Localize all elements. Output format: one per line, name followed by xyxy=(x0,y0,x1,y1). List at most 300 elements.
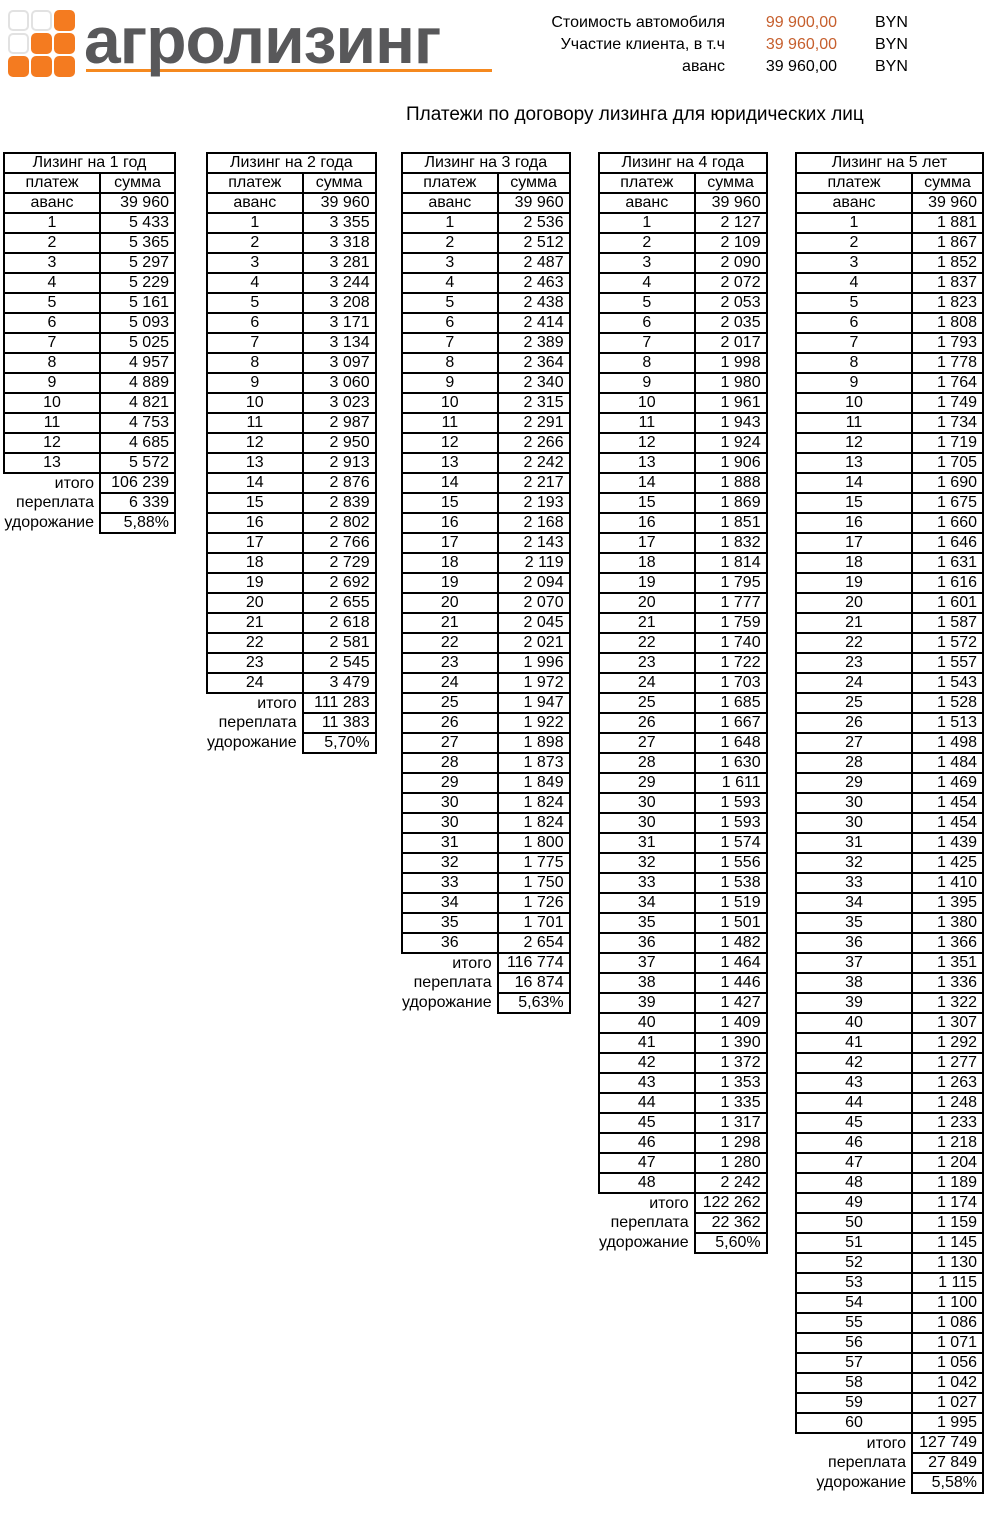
payment-amount: 1 174 xyxy=(912,1193,983,1213)
payment-amount: 1 204 xyxy=(912,1153,983,1173)
payment-number: 9 xyxy=(4,373,100,393)
payment-amount: 1 873 xyxy=(498,753,570,773)
payment-amount: 1 995 xyxy=(912,1413,983,1433)
payment-row xyxy=(599,1173,767,1193)
payment-row xyxy=(207,513,376,533)
payment-number: 11 xyxy=(599,413,695,433)
payment-amount: 1 130 xyxy=(912,1253,983,1273)
payment-amount: 1 734 xyxy=(912,413,983,433)
payment-amount: 1 881 xyxy=(912,213,983,233)
payment-row xyxy=(796,793,983,813)
payment-row xyxy=(402,593,570,613)
payment-amount: 1 998 xyxy=(695,353,767,373)
info-row-client-part xyxy=(475,34,947,56)
payment-row xyxy=(402,613,570,633)
payment-amount: 1 335 xyxy=(695,1093,767,1113)
payment-row xyxy=(402,873,570,893)
payment-amount: 3 244 xyxy=(303,273,376,293)
currency-label: BYN xyxy=(875,58,908,75)
payment-amount: 1 322 xyxy=(912,993,983,1013)
payment-row xyxy=(207,273,376,293)
payment-number: 22 xyxy=(207,633,303,653)
payment-amount: 1 280 xyxy=(695,1153,767,1173)
payment-number: 55 xyxy=(796,1313,912,1333)
payment-amount: 2 053 xyxy=(695,293,767,313)
payment-amount: 2 987 xyxy=(303,413,376,433)
payment-number: 4 xyxy=(4,273,100,293)
summary-label: переплата xyxy=(828,1454,906,1471)
payment-row xyxy=(796,813,983,833)
logo-square xyxy=(8,33,29,54)
payment-number: 38 xyxy=(796,973,912,993)
payment-row xyxy=(599,213,767,233)
payment-row xyxy=(402,793,570,813)
info-label: Стоимость автомобиля xyxy=(551,14,725,31)
payment-row xyxy=(207,213,376,233)
payment-number: 31 xyxy=(796,833,912,853)
info-label: Участие клиента, в т.ч xyxy=(560,36,725,53)
payment-number: 13 xyxy=(402,453,498,473)
payment-amount: 4 957 xyxy=(100,353,175,373)
payment-number: 22 xyxy=(402,633,498,653)
payment-number: 40 xyxy=(796,1013,912,1033)
payment-row xyxy=(796,233,983,253)
payment-number: 19 xyxy=(207,573,303,593)
summary-label: удорожание xyxy=(599,1234,689,1251)
payment-row xyxy=(599,573,767,593)
payment-row xyxy=(207,573,376,593)
summary-value: 5,88% xyxy=(100,513,175,533)
payment-amount: 2 802 xyxy=(303,513,376,533)
payment-row xyxy=(796,733,983,753)
payment-row xyxy=(796,1113,983,1133)
payment-row xyxy=(4,233,175,253)
summary-row-total xyxy=(207,693,376,713)
payment-amount: 1 675 xyxy=(912,493,983,513)
payment-number: 60 xyxy=(796,1413,912,1433)
payment-number: 21 xyxy=(599,613,695,633)
payment-row xyxy=(599,373,767,393)
payment-number: 26 xyxy=(796,713,912,733)
summary-row-overpay xyxy=(207,713,376,733)
payment-row xyxy=(599,753,767,773)
payment-amount: 2 463 xyxy=(498,273,570,293)
table-title: Лизинг на 2 года xyxy=(207,153,376,173)
payment-amount: 2 766 xyxy=(303,533,376,553)
payment-number: 18 xyxy=(402,553,498,573)
payment-number: 3 xyxy=(402,253,498,273)
payment-row xyxy=(599,553,767,573)
payment-amount: 1 528 xyxy=(912,693,983,713)
payment-amount: 2 315 xyxy=(498,393,570,413)
payment-amount: 1 851 xyxy=(695,513,767,533)
payment-number: 24 xyxy=(599,673,695,693)
logo-square xyxy=(31,33,52,54)
payment-amount: 2 581 xyxy=(303,633,376,653)
payment-number: 17 xyxy=(796,533,912,553)
payment-amount: 1 947 xyxy=(498,693,570,713)
payment-amount: 1 454 xyxy=(912,793,983,813)
payment-number: 21 xyxy=(207,613,303,633)
lease-table-3 xyxy=(401,152,571,1014)
advance-label: аванс xyxy=(796,193,912,213)
payment-amount: 1 778 xyxy=(912,353,983,373)
payment-row xyxy=(207,673,376,693)
payment-amount: 2 536 xyxy=(498,213,570,233)
payment-number: 13 xyxy=(796,453,912,473)
payment-amount: 1 593 xyxy=(695,793,767,813)
logo-square xyxy=(31,10,52,31)
payment-amount: 1 837 xyxy=(912,273,983,293)
payment-amount: 2 109 xyxy=(695,233,767,253)
payment-number: 24 xyxy=(207,673,303,693)
payment-amount: 2 242 xyxy=(498,453,570,473)
payment-row xyxy=(796,953,983,973)
payment-row xyxy=(796,1013,983,1033)
payment-row xyxy=(796,1353,983,1373)
payment-amount: 1 390 xyxy=(695,1033,767,1053)
payment-number: 14 xyxy=(207,473,303,493)
payment-row xyxy=(796,253,983,273)
payment-amount: 1 572 xyxy=(912,633,983,653)
advance-label: аванс xyxy=(599,193,695,213)
payment-number: 50 xyxy=(796,1213,912,1233)
payment-row xyxy=(796,1233,983,1253)
payment-number: 18 xyxy=(796,553,912,573)
payment-row xyxy=(402,673,570,693)
payment-amount: 4 753 xyxy=(100,413,175,433)
summary-value: 5,58% xyxy=(912,1473,983,1493)
payment-number: 7 xyxy=(207,333,303,353)
payment-row xyxy=(796,1413,983,1433)
payment-number: 47 xyxy=(796,1153,912,1173)
payment-row xyxy=(402,833,570,853)
payment-amount: 1 233 xyxy=(912,1113,983,1133)
summary-label: удорожание xyxy=(402,994,492,1011)
payment-row xyxy=(207,593,376,613)
payment-number: 51 xyxy=(796,1233,912,1253)
payment-number: 54 xyxy=(796,1293,912,1313)
payment-number: 5 xyxy=(796,293,912,313)
payment-row xyxy=(796,453,983,473)
payment-amount: 1 852 xyxy=(912,253,983,273)
payment-number: 17 xyxy=(599,533,695,553)
payment-number: 5 xyxy=(4,293,100,313)
payment-amount: 1 351 xyxy=(912,953,983,973)
payment-number: 10 xyxy=(796,393,912,413)
payment-amount: 1 557 xyxy=(912,653,983,673)
payment-number: 18 xyxy=(207,553,303,573)
payment-row xyxy=(207,313,376,333)
summary-label: итого xyxy=(257,694,297,712)
payment-row xyxy=(599,893,767,913)
payment-number: 22 xyxy=(796,633,912,653)
summary-value: 122 262 xyxy=(695,1193,767,1213)
payment-number: 40 xyxy=(599,1013,695,1033)
payment-amount: 2 692 xyxy=(303,573,376,593)
payment-row xyxy=(796,593,983,613)
summary-row-rise xyxy=(796,1473,983,1493)
lease-table-1 xyxy=(3,152,176,534)
payment-amount: 2 070 xyxy=(498,593,570,613)
payment-number: 9 xyxy=(796,373,912,393)
info-value: 39 960,00 xyxy=(765,36,837,53)
payment-row xyxy=(599,993,767,1013)
payment-amount: 1 601 xyxy=(912,593,983,613)
deal-info xyxy=(475,12,947,78)
summary-label: удорожание xyxy=(4,514,94,531)
payment-row xyxy=(599,233,767,253)
payment-row xyxy=(402,553,570,573)
payment-amount: 2 090 xyxy=(695,253,767,273)
payment-amount: 1 726 xyxy=(498,893,570,913)
payment-amount: 2 127 xyxy=(695,213,767,233)
payment-row xyxy=(402,813,570,833)
advance-row xyxy=(4,193,175,213)
summary-label: итого xyxy=(452,954,492,972)
payment-row xyxy=(796,433,983,453)
payment-row xyxy=(796,1293,983,1313)
info-value: 39 960,00 xyxy=(765,58,837,75)
payment-number: 14 xyxy=(599,473,695,493)
payment-number: 34 xyxy=(796,893,912,913)
summary-label: итого xyxy=(649,1194,689,1212)
payments-table xyxy=(795,152,984,1494)
summary-row-rise xyxy=(4,513,175,533)
payment-number: 8 xyxy=(207,353,303,373)
payment-amount: 1 248 xyxy=(912,1093,983,1113)
payment-number: 42 xyxy=(599,1053,695,1073)
payment-amount: 1 824 xyxy=(498,813,570,833)
payment-amount: 2 950 xyxy=(303,433,376,453)
advance-label: аванс xyxy=(4,193,100,213)
payment-number: 45 xyxy=(796,1113,912,1133)
payment-number: 9 xyxy=(207,373,303,393)
payment-number: 12 xyxy=(599,433,695,453)
payment-row xyxy=(4,413,175,433)
payment-number: 6 xyxy=(4,313,100,333)
payment-row xyxy=(207,253,376,273)
payment-number: 21 xyxy=(402,613,498,633)
payment-number: 32 xyxy=(402,853,498,873)
payment-number: 34 xyxy=(599,893,695,913)
payment-number: 19 xyxy=(599,573,695,593)
payment-number: 5 xyxy=(207,293,303,313)
payment-row xyxy=(796,673,983,693)
payment-row xyxy=(207,493,376,513)
payment-number: 4 xyxy=(402,273,498,293)
payment-row xyxy=(796,1173,983,1193)
summary-row-overpay xyxy=(796,1453,983,1473)
payment-number: 5 xyxy=(402,293,498,313)
payment-row xyxy=(796,473,983,493)
payment-amount: 1 380 xyxy=(912,913,983,933)
payment-row xyxy=(599,273,767,293)
payment-number: 12 xyxy=(402,433,498,453)
payment-amount: 1 159 xyxy=(912,1213,983,1233)
payment-amount: 2 217 xyxy=(498,473,570,493)
payment-row xyxy=(402,713,570,733)
summary-label: переплата xyxy=(218,714,297,731)
payment-amount: 1 482 xyxy=(695,933,767,953)
payment-amount: 1 115 xyxy=(912,1273,983,1293)
payment-number: 42 xyxy=(796,1053,912,1073)
payment-row xyxy=(796,613,983,633)
payment-row xyxy=(207,633,376,653)
payments-table xyxy=(3,152,176,534)
payment-number: 28 xyxy=(599,753,695,773)
payment-row xyxy=(599,1153,767,1173)
summary-row-overpay xyxy=(599,1213,767,1233)
payment-row xyxy=(599,633,767,653)
payment-row xyxy=(599,953,767,973)
summary-row-total xyxy=(796,1433,983,1453)
payment-row xyxy=(796,653,983,673)
payment-row xyxy=(402,513,570,533)
payment-number: 49 xyxy=(796,1193,912,1213)
payment-amount: 1 498 xyxy=(912,733,983,753)
payment-number: 36 xyxy=(402,933,498,953)
payment-number: 13 xyxy=(4,453,100,473)
column-header-row xyxy=(207,173,376,193)
logo-square xyxy=(54,56,75,77)
payment-amount: 1 832 xyxy=(695,533,767,553)
table-title-row xyxy=(599,153,767,173)
payment-row xyxy=(4,393,175,413)
payment-number: 46 xyxy=(599,1133,695,1153)
payment-amount: 1 740 xyxy=(695,633,767,653)
payment-row xyxy=(599,713,767,733)
payment-amount: 3 479 xyxy=(303,673,376,693)
payment-row xyxy=(599,613,767,633)
payment-number: 19 xyxy=(402,573,498,593)
payment-number: 15 xyxy=(207,493,303,513)
payment-amount: 5 161 xyxy=(100,293,175,313)
payment-amount: 1 439 xyxy=(912,833,983,853)
payment-number: 43 xyxy=(796,1073,912,1093)
payment-number: 41 xyxy=(796,1033,912,1053)
payment-amount: 1 519 xyxy=(695,893,767,913)
advance-value: 39 960 xyxy=(695,193,767,213)
column-header-row xyxy=(402,173,570,193)
payment-number: 6 xyxy=(796,313,912,333)
payment-amount: 2 119 xyxy=(498,553,570,573)
payment-number: 25 xyxy=(599,693,695,713)
payment-amount: 2 913 xyxy=(303,453,376,473)
payment-row xyxy=(599,433,767,453)
payment-row xyxy=(796,1133,983,1153)
summary-value: 5,60% xyxy=(695,1233,767,1253)
payment-amount: 1 922 xyxy=(498,713,570,733)
payment-number: 39 xyxy=(599,993,695,1013)
payment-amount: 1 996 xyxy=(498,653,570,673)
payment-row xyxy=(402,373,570,393)
payment-amount: 2 193 xyxy=(498,493,570,513)
logo-square xyxy=(54,33,75,54)
payment-row xyxy=(4,453,175,473)
payment-row xyxy=(4,253,175,273)
payment-amount: 1 409 xyxy=(695,1013,767,1033)
payment-number: 14 xyxy=(402,473,498,493)
payment-row xyxy=(599,733,767,753)
payment-amount: 1 292 xyxy=(912,1033,983,1053)
payment-row xyxy=(599,913,767,933)
payment-amount: 1 593 xyxy=(695,813,767,833)
col-header-payment: платеж xyxy=(4,173,100,193)
payment-number: 1 xyxy=(4,213,100,233)
summary-row-rise xyxy=(207,733,376,753)
payment-amount: 1 888 xyxy=(695,473,767,493)
payment-number: 23 xyxy=(796,653,912,673)
payment-row xyxy=(796,993,983,1013)
payment-number: 20 xyxy=(599,593,695,613)
column-header-row xyxy=(599,173,767,193)
payment-number: 30 xyxy=(796,813,912,833)
payment-number: 3 xyxy=(796,253,912,273)
payment-number: 53 xyxy=(796,1273,912,1293)
summary-value: 27 849 xyxy=(912,1453,983,1473)
summary-row-overpay xyxy=(402,973,570,993)
col-header-payment: платеж xyxy=(207,173,303,193)
payment-number: 23 xyxy=(402,653,498,673)
logo-square xyxy=(31,56,52,77)
payment-row xyxy=(599,793,767,813)
col-header-payment: платеж xyxy=(402,173,498,193)
summary-value: 111 283 xyxy=(303,693,376,713)
payment-amount: 4 889 xyxy=(100,373,175,393)
payment-amount: 3 134 xyxy=(303,333,376,353)
payment-number: 6 xyxy=(599,313,695,333)
payment-amount: 1 372 xyxy=(695,1053,767,1073)
summary-value: 106 239 xyxy=(100,473,175,493)
advance-row xyxy=(402,193,570,213)
payment-number: 29 xyxy=(796,773,912,793)
payment-row xyxy=(796,1373,983,1393)
payment-amount: 1 484 xyxy=(912,753,983,773)
payment-number: 35 xyxy=(796,913,912,933)
payment-number: 2 xyxy=(402,233,498,253)
summary-row-total xyxy=(599,1193,767,1213)
payment-amount: 2 266 xyxy=(498,433,570,453)
table-title-row xyxy=(402,153,570,173)
payment-number: 12 xyxy=(796,433,912,453)
payment-row xyxy=(796,573,983,593)
payment-amount: 1 263 xyxy=(912,1073,983,1093)
payment-number: 1 xyxy=(402,213,498,233)
payment-number: 2 xyxy=(4,233,100,253)
payment-amount: 1 631 xyxy=(912,553,983,573)
payment-row xyxy=(796,773,983,793)
table-title: Лизинг на 1 год xyxy=(4,153,175,173)
payment-row xyxy=(796,1193,983,1213)
payment-number: 8 xyxy=(402,353,498,373)
payment-amount: 2 168 xyxy=(498,513,570,533)
payment-number: 28 xyxy=(796,753,912,773)
payment-amount: 3 281 xyxy=(303,253,376,273)
payment-amount: 1 556 xyxy=(695,853,767,873)
payment-row xyxy=(4,373,175,393)
payment-row xyxy=(207,353,376,373)
payment-amount: 2 340 xyxy=(498,373,570,393)
payment-number: 20 xyxy=(207,593,303,613)
payment-row xyxy=(402,633,570,653)
payment-row xyxy=(402,333,570,353)
summary-value: 11 383 xyxy=(303,713,376,733)
payment-row xyxy=(207,553,376,573)
summary-row-overpay xyxy=(4,493,175,513)
payment-amount: 2 839 xyxy=(303,493,376,513)
payment-number: 13 xyxy=(599,453,695,473)
